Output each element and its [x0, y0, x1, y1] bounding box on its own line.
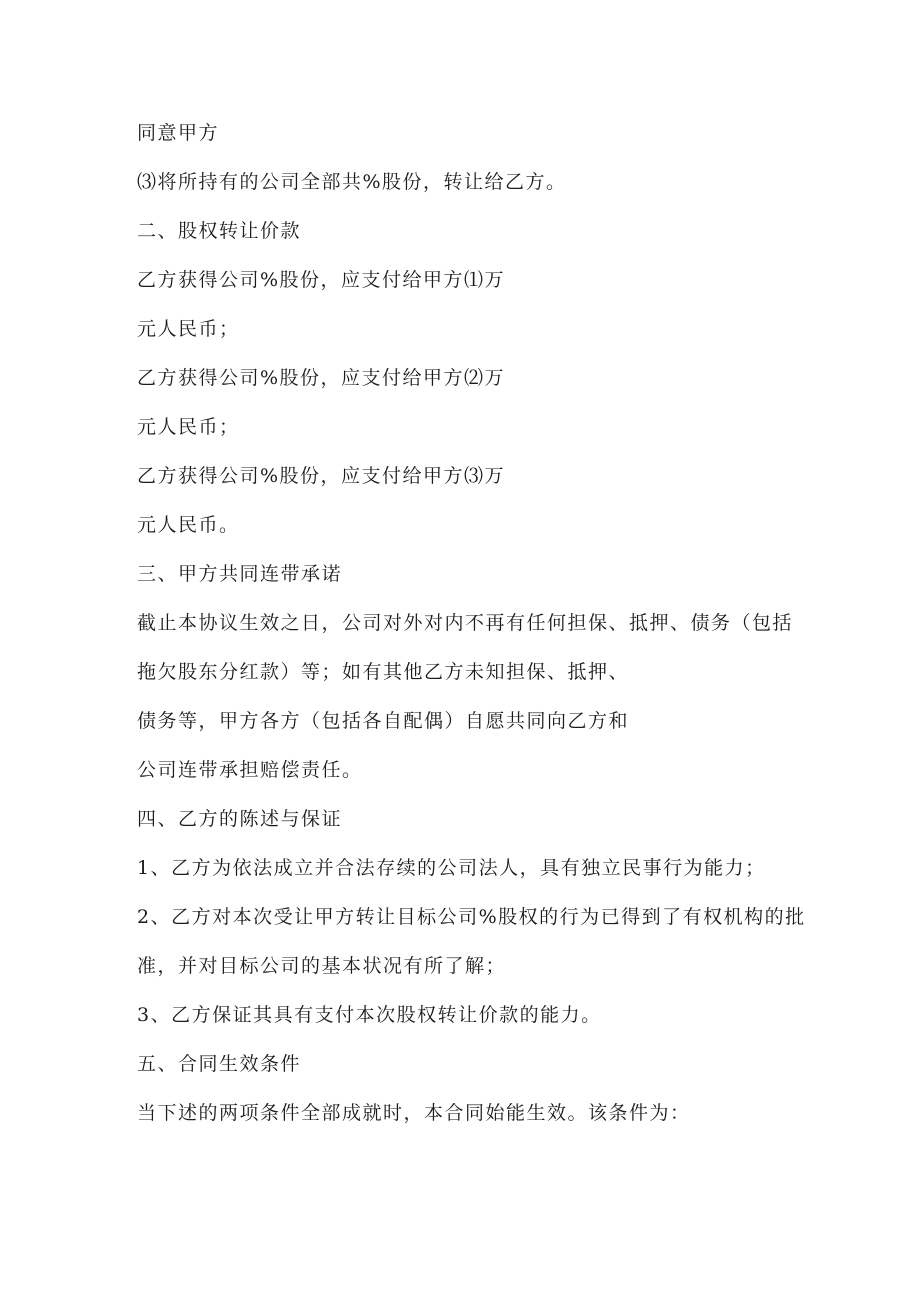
- text-line-6: 乙方获得公司%股份，应支付给甲方⑵万: [137, 367, 506, 389]
- text-line-9: 元人民币。: [137, 514, 240, 536]
- text-line-12: 拖欠股东分红款）等；如有其他乙方未知担保、抵押、: [137, 661, 630, 683]
- section-heading-2: 二、股权转让价款: [137, 220, 302, 242]
- text-line-4: 乙方获得公司%股份，应支付给甲方⑴万: [137, 269, 506, 291]
- text-line-8: 乙方获得公司%股份，应支付给甲方⑶万: [137, 465, 506, 487]
- section-heading-4: 四、乙方的陈述与保证: [137, 808, 343, 830]
- text-line-19: 3、乙方保证其具有支付本次股权转让价款的能力。: [137, 1004, 602, 1026]
- text-line-14: 公司连带承担赔偿责任。: [137, 759, 363, 781]
- text-line-5: 元人民币；: [137, 318, 240, 340]
- text-line-18: 准，并对目标公司的基本状况有所了解；: [137, 955, 507, 977]
- text-line-1: 同意甲方: [137, 122, 220, 144]
- text-line-16: 1、乙方为依法成立并合法存续的公司法人，具有独立民事行为能力；: [137, 857, 766, 879]
- text-line-13: 债务等，甲方各方（包括各自配偶）自愿共同向乙方和: [137, 710, 630, 732]
- section-heading-3: 三、甲方共同连带承诺: [137, 563, 343, 585]
- text-line-21: 当下述的两项条件全部成就时，本合同始能生效。该条件为：: [137, 1102, 691, 1124]
- text-line-2: ⑶将所持有的公司全部共%股份，转让给乙方。: [137, 171, 567, 193]
- text-line-17: 2、乙方对本次受让甲方转让目标公司%股权的行为已得到了有权机构的批: [137, 906, 806, 928]
- text-line-7: 元人民币；: [137, 416, 240, 438]
- text-line-11: 截止本协议生效之日，公司对外对内不再有任何担保、抵押、债务（包括: [137, 612, 794, 634]
- section-heading-5: 五、合同生效条件: [137, 1053, 302, 1075]
